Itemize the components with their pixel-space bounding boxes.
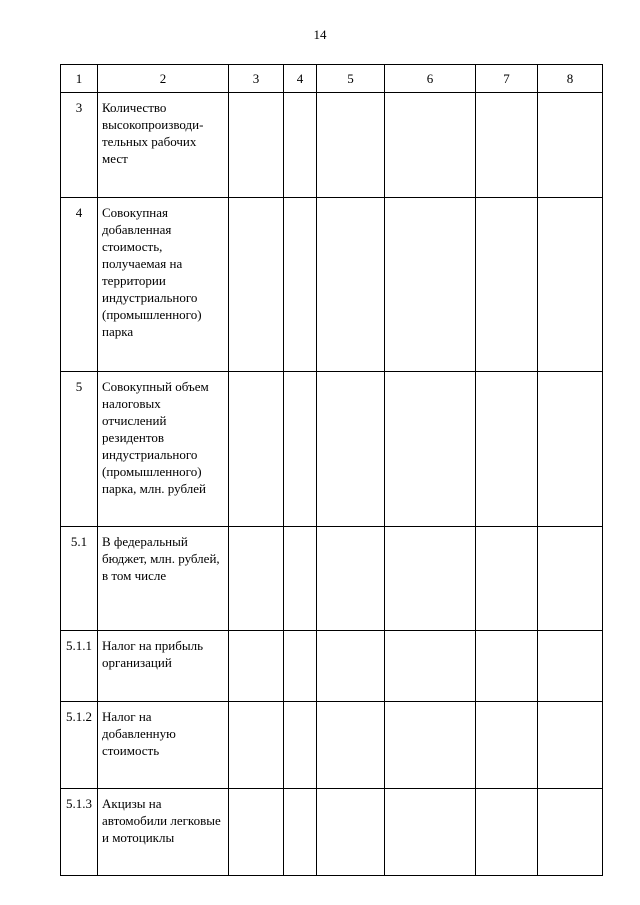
page-number: 14 [313, 27, 327, 42]
value-cell [385, 789, 476, 876]
column-header: 6 [385, 65, 476, 93]
value-cell [538, 93, 603, 198]
value-cell [284, 631, 317, 702]
value-cell [284, 372, 317, 527]
column-header: 5 [317, 65, 385, 93]
table-row [61, 372, 603, 527]
table-header-row [61, 65, 603, 93]
value-cell [229, 631, 284, 702]
value-cell [317, 527, 385, 631]
row-label: В федеральный бюджет, млн. рублей, в том числе [98, 527, 229, 631]
value-cell [229, 372, 284, 527]
row-number: 4 [61, 198, 98, 372]
value-cell [476, 93, 538, 198]
value-cell [317, 702, 385, 789]
value-cell [229, 527, 284, 631]
value-cell [476, 527, 538, 631]
value-cell [476, 702, 538, 789]
value-cell [476, 631, 538, 702]
row-label: Количество высокопроизводи-тельных рабочих мест [98, 93, 229, 198]
value-cell [229, 198, 284, 372]
indicators-table [60, 64, 603, 876]
value-cell [229, 702, 284, 789]
value-cell [538, 702, 603, 789]
value-cell [538, 527, 603, 631]
value-cell [538, 198, 603, 372]
value-cell [385, 702, 476, 789]
value-cell [476, 372, 538, 527]
row-number: 5 [61, 372, 98, 527]
column-header: 2 [98, 65, 229, 93]
column-header: 1 [61, 65, 98, 93]
column-header: 4 [284, 65, 317, 93]
value-cell [229, 93, 284, 198]
value-cell [476, 198, 538, 372]
value-cell [229, 789, 284, 876]
row-number: 5.1.1 [61, 631, 98, 702]
row-label: Совокупный объем налоговых отчислений резидентов индустриального (промышленного) парка, млн. рублей [98, 372, 229, 527]
table-row [61, 789, 603, 876]
value-cell [538, 631, 603, 702]
row-number: 5.1.3 [61, 789, 98, 876]
column-header: 3 [229, 65, 284, 93]
table-row [61, 93, 603, 198]
row-number: 5.1.2 [61, 702, 98, 789]
value-cell [284, 198, 317, 372]
value-cell [284, 93, 317, 198]
value-cell [385, 631, 476, 702]
row-label: Акцизы на автомобили легковые и мотоциклы [98, 789, 229, 876]
value-cell [284, 789, 317, 876]
row-label: Совокупная добавленная стоимость, получаемая на территории индустриального (промышленного) парка [98, 198, 229, 372]
row-label: Налог на добавленную стоимость [98, 702, 229, 789]
value-cell [476, 789, 538, 876]
value-cell [385, 93, 476, 198]
table-row [61, 702, 603, 789]
row-label: Налог на прибыль организаций [98, 631, 229, 702]
row-number: 3 [61, 93, 98, 198]
value-cell [385, 527, 476, 631]
table-row [61, 198, 603, 372]
value-cell [317, 372, 385, 527]
value-cell [538, 372, 603, 527]
value-cell [317, 631, 385, 702]
value-cell [538, 789, 603, 876]
table-row [61, 631, 603, 702]
value-cell [317, 789, 385, 876]
value-cell [284, 702, 317, 789]
value-cell [284, 527, 317, 631]
table-row [61, 527, 603, 631]
column-header: 8 [538, 65, 603, 93]
value-cell [317, 93, 385, 198]
value-cell [317, 198, 385, 372]
column-header: 7 [476, 65, 538, 93]
value-cell [385, 372, 476, 527]
value-cell [385, 198, 476, 372]
row-number: 5.1 [61, 527, 98, 631]
